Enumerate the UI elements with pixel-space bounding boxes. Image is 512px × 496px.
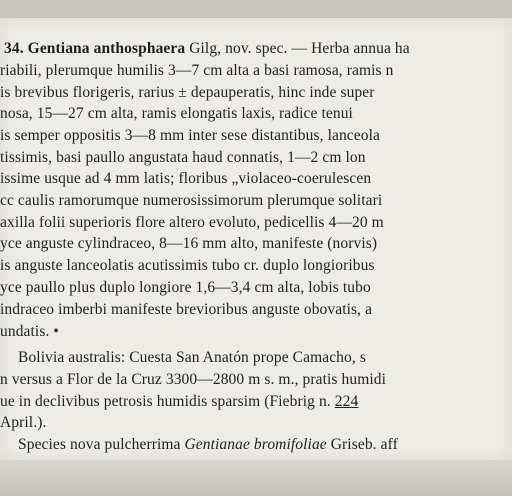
description-line: axilla folii superioris flore altero evoluto, pedicellis 4—20 m bbox=[0, 214, 384, 231]
description-line: is brevibus florigeris, rarius ± depauperatis, hinc inde super bbox=[0, 84, 375, 101]
remark-suffix: Griseb. aff bbox=[326, 436, 398, 453]
description-line: is semper oppositis 3—8 mm inter sese distantibus, lanceola bbox=[0, 127, 380, 144]
locality-text: ue in declivibus petrosis humidis sparsim (Fiebrig n. bbox=[0, 393, 335, 410]
related-species: Gentianae bromifoliae bbox=[184, 436, 327, 453]
remark-prefix: Species nova pulcherrima bbox=[18, 436, 185, 453]
species-name: Gentiana anthosphaera bbox=[27, 40, 186, 57]
species-number: 34. bbox=[4, 40, 24, 57]
species-author: Gilg, nov. spec. — Herba annua ha bbox=[185, 40, 410, 57]
collection-number: 224 bbox=[334, 393, 359, 410]
remark-line bbox=[18, 436, 398, 454]
description-line: riabili, plerumque humilis 3—7 cm alta a basi ramosa, ramis n bbox=[0, 62, 394, 79]
locality-line bbox=[0, 393, 358, 411]
description-line: cc caulis ramorumque numerosissimorum plerumque solitari bbox=[0, 192, 383, 209]
description-line: indraceo imberbi manifeste brevioribus anguste obovatis, a bbox=[0, 301, 373, 318]
description-line: yce anguste cylindraceo, 8—16 mm alto, manifeste (norvis) bbox=[0, 235, 378, 252]
locality-line: n versus a Flor de la Cruz 3300—2800 m s. m., pratis humidi bbox=[0, 371, 387, 388]
species-heading bbox=[4, 40, 410, 58]
locality-line: Bolivia australis: Cuesta San Anatón prope Camacho, s bbox=[18, 349, 366, 366]
description-line: is anguste lanceolatis acutissimis tubo cr. duplo longioribus bbox=[0, 257, 375, 274]
description-line: issime usque ad 4 mm latis; floribus „violaceo-coerulescen bbox=[0, 170, 372, 187]
description-line: nosa, 15—27 cm alta, ramis elongatis laxis, radice tenui bbox=[0, 105, 353, 122]
description-line: undatis. • bbox=[0, 323, 59, 340]
book-page bbox=[0, 18, 512, 460]
description-line: tissimis, basi paullo angustata haud connatis, 1—2 cm lon bbox=[0, 149, 366, 166]
locality-line: April.). bbox=[0, 414, 47, 431]
page-edge-shadow bbox=[0, 460, 512, 496]
description-line: yce paullo plus duplo longiore 1,6—3,4 cm alta, lobis tubo bbox=[0, 279, 371, 296]
